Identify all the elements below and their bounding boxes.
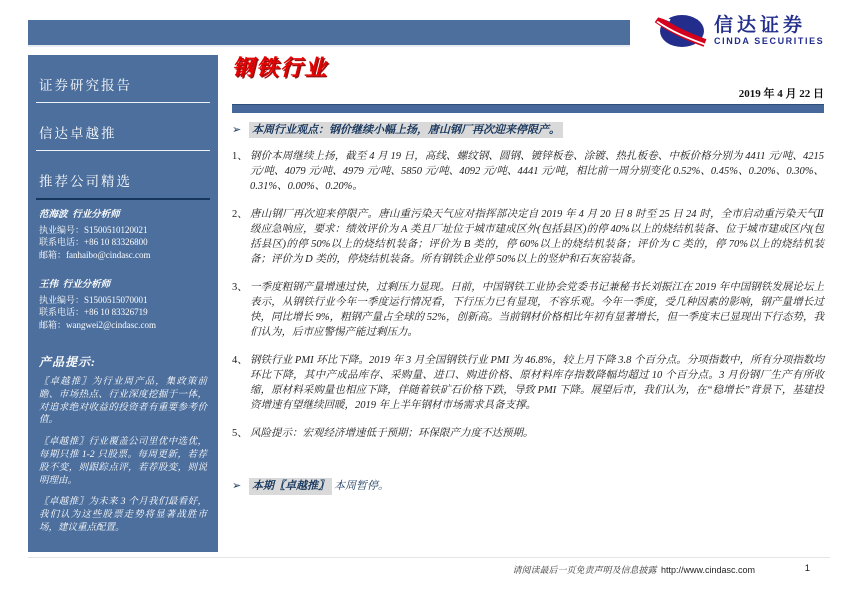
cert-number: S1500515070001 [84, 294, 148, 305]
main-content [232, 55, 824, 495]
email-label: 邮箱： [39, 249, 67, 260]
page-number: 1 [804, 563, 810, 574]
analyst-name-role [39, 209, 207, 222]
analyst-phone [39, 306, 207, 319]
list-item [232, 207, 824, 267]
point-text: 钢铁行业 PMI 环比下降。2019 年 3 月全国钢铁行业 PMI 为 46.8%，较上月下降 3.8 个百分点。分项指数中，所有分项指数均环比下降，其中产成品库存、采购量、进口、购进价格、原材料库存指数降幅均超过 10 个百分点。3 月份钢厂生产有所收缩，原材料采购量也相应下降，伴随着铁矿石价格下跌，导致 PMI 下降。展望后市，我们认为，在“稳增长”背景下，基建投资增速有望继续回暖，2019 年上半年钢材市场需求具备支撑。 [250, 355, 824, 411]
analyst-email [39, 319, 207, 332]
logo-name-en: CINDA SECURITIES [714, 35, 825, 46]
arrow-bullet-icon: ➢ [232, 123, 242, 136]
analyst-name-role [39, 279, 207, 292]
point-text: 唐山钢厂再次迎来停限产。唐山重污染天气应对指挥部决定自 2019 年 4 月 20 日 8 时至 25 日 24 时，全市启动重污染天气Ⅱ级应急响应，要求：绩效评价为 A 类且厂址位于城市建成区外(包括县区)的停 40%以上的烧结机装备、位于城市建成区内(包括县区)的停 50%以上的烧结机装备；评价为 B 类的，停 60%以上的烧结机装备；评价为 C 类的，停 70%以上的烧结机装备；评价为 D 类的，停烧结机装备。所有钢铁企业停 50%以上的竖炉和石灰窑装备。 [250, 209, 824, 265]
footer-url-link[interactable]: http://www.cindasc.com [660, 565, 755, 575]
email-address: fanhaibo@cindasc.com [66, 249, 151, 260]
product-tip: 〖卓越推〗为未来 3 个月我们最看好，我们认为这些股票走势将显著战胜市场，建议重点配置。 [39, 497, 207, 533]
weekly-view-row [232, 122, 824, 138]
product-tip: 〖卓越推〗为行业周产品，集政策前瞻、市场热点、行业深度挖掘于一体，对追求绝对收益的投资者有重要参考价值。 [39, 377, 207, 426]
phone-number: +86 10 83326800 [84, 237, 148, 247]
list-item [232, 426, 824, 441]
cinda-logo-icon [656, 12, 706, 50]
phone-label: 联系电话： [39, 237, 85, 247]
sidebar-item-recommended-companies: 推荐公司精选 [36, 151, 210, 200]
footer-disclaimer [512, 563, 755, 576]
closing-rest: 本周暂停。 [334, 480, 389, 492]
point-number: 3、 [232, 282, 248, 293]
analyst-name: 王伟 [39, 280, 59, 290]
company-name-cn [39, 553, 207, 565]
list-item [232, 280, 824, 340]
point-number: 5、 [232, 428, 248, 439]
company-address: 北京市西城区闹市口大街9号院1号楼 [39, 575, 176, 586]
analyst-card [39, 279, 207, 331]
product-tips-heading: 产品提示: [39, 355, 96, 369]
analyst-cert [39, 224, 207, 237]
email-label: 邮箱： [39, 319, 67, 330]
point-text: 钢价本周继续上扬，截至 4 月 19 日，高线、螺纹钢、圆钢、镀锌板卷、涂镀、热扎板卷、中板价格分别为 4411 元/吨、4215 元/吨、4079 元/吨、4979 元/吨、5850 元/吨、4092 元/吨、4441 元/吨，相比前一周分别变化 0.52%、0.45%、0.20%、0.30%、0.31%、0.00%、0.20%。 [250, 151, 824, 192]
analyst-cert [39, 294, 207, 307]
list-item [232, 149, 824, 194]
phone-number: +86 10 83326719 [84, 307, 148, 317]
product-tip: 〖卓越推〗行业覆盖公司里优中选优，每期只推 1-2 只股票。每周更新，若荐股不变，则跟踪点评，若荐股变，则说明理由。 [39, 437, 207, 486]
closing-note-row [232, 478, 824, 495]
report-date: 2019 年 4 月 22 日 [738, 88, 824, 100]
logo-text-block [714, 16, 824, 47]
point-number: 2、 [232, 209, 248, 220]
weekly-view-heading: 本周行业观点：钢价继续小幅上扬，唐山钢厂再次迎来停限产。 [249, 122, 563, 138]
logo-name-cn: 信达证券 [714, 14, 807, 36]
cert-number: S1500510120021 [84, 224, 148, 235]
closing-highlight: 本期〖卓越推〗 [249, 478, 332, 495]
cert-label: 执业编号： [39, 294, 85, 305]
page-title: 钢铁行业 [232, 55, 329, 80]
company-info [39, 553, 207, 599]
analyst-role: 行业分析师 [72, 210, 120, 220]
cert-label: 执业编号： [39, 224, 85, 235]
top-band [28, 20, 630, 47]
analyst-name: 范海波 [39, 210, 68, 220]
disclaimer-text: 请阅读最后一页免责声明及信息披露 [512, 565, 657, 575]
list-item [232, 353, 824, 413]
sidebar [28, 55, 218, 598]
footer-rule [28, 557, 830, 558]
email-address: wangwei2@cindasc.com [66, 319, 157, 330]
points-list [232, 149, 824, 441]
arrow-bullet-icon: ➢ [232, 479, 242, 492]
sidebar-item-cinda-zhuoyuetui: 信达卓越推 [36, 103, 210, 151]
point-number: 4、 [232, 355, 248, 366]
divider-bar [232, 104, 824, 113]
analyst-role: 行业分析师 [62, 280, 111, 290]
analyst-email [39, 249, 207, 262]
phone-label: 联系电话： [39, 307, 85, 317]
company-name-en: CINDA SECURITIES CO.,LTD [39, 564, 154, 575]
sidebar-item-research-report: 证券研究报告 [36, 55, 210, 103]
analyst-card [39, 209, 207, 261]
analyst-phone [39, 236, 207, 249]
point-text: 一季度粗钢产量增速过快，过剩压力显现。日前，中国钢铁工业协会党委书记兼秘书长刘振江在 2019 年中国钢铁发展论坛上表示，从钢铁行业今年一季度运行情况看，下行压力已有显现，不容乐观。今年一季度，受几种因素的影响，钢产量增长过快，同比增长 9%，粗钢产量占全球的 52%，创新高。当前钢材价格相比年初有显著增长，但一季度末已显现出下行态势，我们认为，后市应警惕产能过剩压力。 [250, 282, 824, 338]
cinda-logo [656, 10, 834, 52]
point-number: 1、 [232, 151, 248, 162]
company-postcode: 邮编： 100031 [39, 587, 93, 598]
point-text: 风险提示：宏观经济增速低于预期；环保限产力度不达预期。 [250, 428, 534, 439]
